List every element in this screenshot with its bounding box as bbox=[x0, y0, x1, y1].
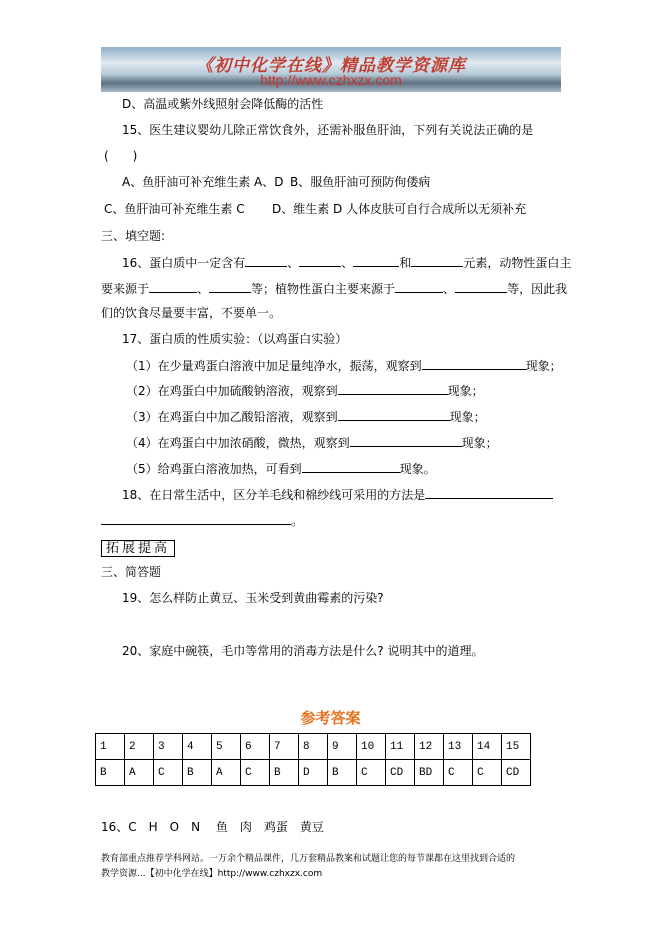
q16-text: 16、蛋白质中一定含有 bbox=[122, 256, 246, 270]
q19: 19、怎么样防止黄豆、玉米受到黄曲霉素的污染? bbox=[122, 591, 384, 605]
blank bbox=[209, 280, 251, 293]
answer-number-cell: 2 bbox=[125, 734, 154, 760]
blank bbox=[338, 408, 450, 421]
answer-value-cell: C bbox=[154, 760, 183, 786]
q16-text: 等；植物性蛋白主要来源于 bbox=[251, 282, 396, 296]
answer-number-cell: 5 bbox=[212, 734, 241, 760]
blank bbox=[299, 254, 341, 267]
q15-stem: 15、医生建议婴幼儿除正常饮食外，还需补服鱼肝油，下列有关说法正确的是 bbox=[122, 123, 534, 137]
answers-title: 参考答案 bbox=[300, 709, 361, 727]
answer-number-cell: 14 bbox=[473, 734, 502, 760]
item-text: （1）在少量鸡蛋白溶液中加足量纯净水，振荡，观察到 bbox=[126, 359, 422, 373]
item-text: （4）在鸡蛋白中加浓硝酸，微热，观察到 bbox=[126, 436, 350, 450]
q16-text: 、 bbox=[341, 256, 354, 270]
item-end: 现象； bbox=[525, 359, 562, 373]
answer-number-cell: 15 bbox=[502, 734, 531, 760]
answer-value-cell: C bbox=[241, 760, 270, 786]
q17-stem: 17、蛋白质的性质实验：（以鸡蛋白实验） bbox=[122, 332, 348, 346]
site-banner bbox=[101, 47, 561, 92]
answer-value-cell: C bbox=[473, 760, 502, 786]
answer-number-cell: 7 bbox=[270, 734, 299, 760]
blank bbox=[422, 357, 526, 370]
section-short-answer: 三、简答题 bbox=[101, 565, 162, 579]
blank bbox=[149, 280, 197, 293]
blank bbox=[350, 434, 462, 447]
q17-item-5 bbox=[126, 460, 436, 477]
answer-value-cell: C bbox=[357, 760, 386, 786]
extension-heading-box: 拓展提高 bbox=[101, 540, 175, 557]
q16-text: 要来源于 bbox=[101, 282, 150, 296]
q16-text: 元素，动物性蛋白主 bbox=[463, 256, 572, 270]
answer-value-cell: B bbox=[328, 760, 357, 786]
answer-value-cell: CD bbox=[386, 760, 415, 786]
footer-line2: 教学资源...【初中化学在线】http://www.czhxzx.com bbox=[101, 869, 323, 879]
q17-item-1 bbox=[126, 357, 562, 374]
item-end: 现象； bbox=[447, 384, 484, 398]
q16-text: 等，因此我 bbox=[507, 282, 568, 296]
answer-number-cell: 3 bbox=[154, 734, 183, 760]
q17-item-3 bbox=[126, 408, 486, 425]
q15-option-b: B、服鱼肝油可预防佝偻病 bbox=[290, 175, 431, 189]
q16-text: 、 bbox=[197, 282, 210, 296]
answer-value-cell: D bbox=[299, 760, 328, 786]
answer-number-cell: 10 bbox=[357, 734, 386, 760]
answer-16: 16、C H O N 鱼 肉 鸡蛋 黄豆 bbox=[101, 820, 324, 834]
item-text: （2）在鸡蛋白中加硫酸钠溶液，观察到 bbox=[126, 384, 338, 398]
answer-number-cell: 12 bbox=[415, 734, 444, 760]
q14-option-d: D、高温或紫外线照射会降低酶的活性 bbox=[122, 97, 324, 111]
q15-option-a: A、鱼肝油可补充维生素 A、D bbox=[122, 175, 284, 189]
q18-line2 bbox=[101, 512, 303, 529]
q17-item-2 bbox=[126, 382, 484, 399]
blank bbox=[338, 382, 448, 395]
q17-item-4 bbox=[126, 434, 498, 451]
blank bbox=[455, 280, 507, 293]
answer-value-cell: BD bbox=[415, 760, 444, 786]
q16-text: 、 bbox=[287, 256, 300, 270]
answer-table bbox=[95, 733, 531, 786]
answer-number-cell: 1 bbox=[96, 734, 125, 760]
answer-number-row bbox=[96, 734, 531, 760]
q15-option-c: C、鱼肝油可补充维生素 C bbox=[104, 202, 245, 216]
answer-value-cell: C bbox=[444, 760, 473, 786]
answer-number-cell: 6 bbox=[241, 734, 270, 760]
item-text: （5）给鸡蛋白溶液加热，可看到 bbox=[126, 462, 302, 476]
blank bbox=[101, 512, 291, 525]
item-end: 现象； bbox=[461, 436, 498, 450]
q16-line3: 们的饮食尽量要丰富，不要单一。 bbox=[101, 306, 282, 320]
answer-number-cell: 11 bbox=[386, 734, 415, 760]
answer-value-cell: CD bbox=[502, 760, 531, 786]
answer-number-cell: 8 bbox=[299, 734, 328, 760]
blank bbox=[425, 486, 553, 499]
q18-text: 18、在日常生活中，区分羊毛线和棉纱线可采用的方法是 bbox=[122, 488, 426, 502]
blank bbox=[245, 254, 287, 267]
item-end: 现象； bbox=[449, 410, 486, 424]
q16-text: 和 bbox=[399, 256, 412, 270]
banner-url: http://www.czhxzx.com bbox=[260, 72, 402, 88]
blank bbox=[411, 254, 463, 267]
section-fill-blank: 三、填空题: bbox=[101, 229, 166, 243]
q15-option-d: D、维生素 D 人体皮肤可自行合成所以无须补充 bbox=[272, 202, 527, 216]
answer-number-cell: 9 bbox=[328, 734, 357, 760]
answer-value-cell: B bbox=[270, 760, 299, 786]
answer-value-cell: B bbox=[96, 760, 125, 786]
q16-line2 bbox=[101, 280, 567, 297]
answer-value-cell: B bbox=[183, 760, 212, 786]
footer-line1: 教育部重点推荐学科网站。一万余个精品课件，几万套精品教案和试题让您的每节课都在这里找到合适的 bbox=[101, 854, 516, 864]
q16-text: 、 bbox=[443, 282, 456, 296]
q16-line1 bbox=[122, 254, 571, 271]
blank bbox=[302, 460, 400, 473]
q18-end: 。 bbox=[291, 514, 304, 528]
blank bbox=[395, 280, 443, 293]
item-text: （3）在鸡蛋白中加乙酸铅溶液，观察到 bbox=[126, 410, 338, 424]
answer-value-cell: A bbox=[125, 760, 154, 786]
item-end: 现象。 bbox=[399, 462, 436, 476]
banner-title: 《初中化学在线》精品教学资源库 bbox=[196, 56, 466, 76]
q15-paren: ( ) bbox=[104, 149, 138, 163]
q20: 20、家庭中碗筷，毛巾等常用的消毒方法是什么? 说明其中的道理。 bbox=[122, 644, 484, 658]
answer-number-cell: 13 bbox=[444, 734, 473, 760]
q18-stem bbox=[122, 486, 553, 503]
answer-number-cell: 4 bbox=[183, 734, 212, 760]
answer-value-cell: A bbox=[212, 760, 241, 786]
answer-value-row bbox=[96, 760, 531, 786]
blank bbox=[353, 254, 399, 267]
